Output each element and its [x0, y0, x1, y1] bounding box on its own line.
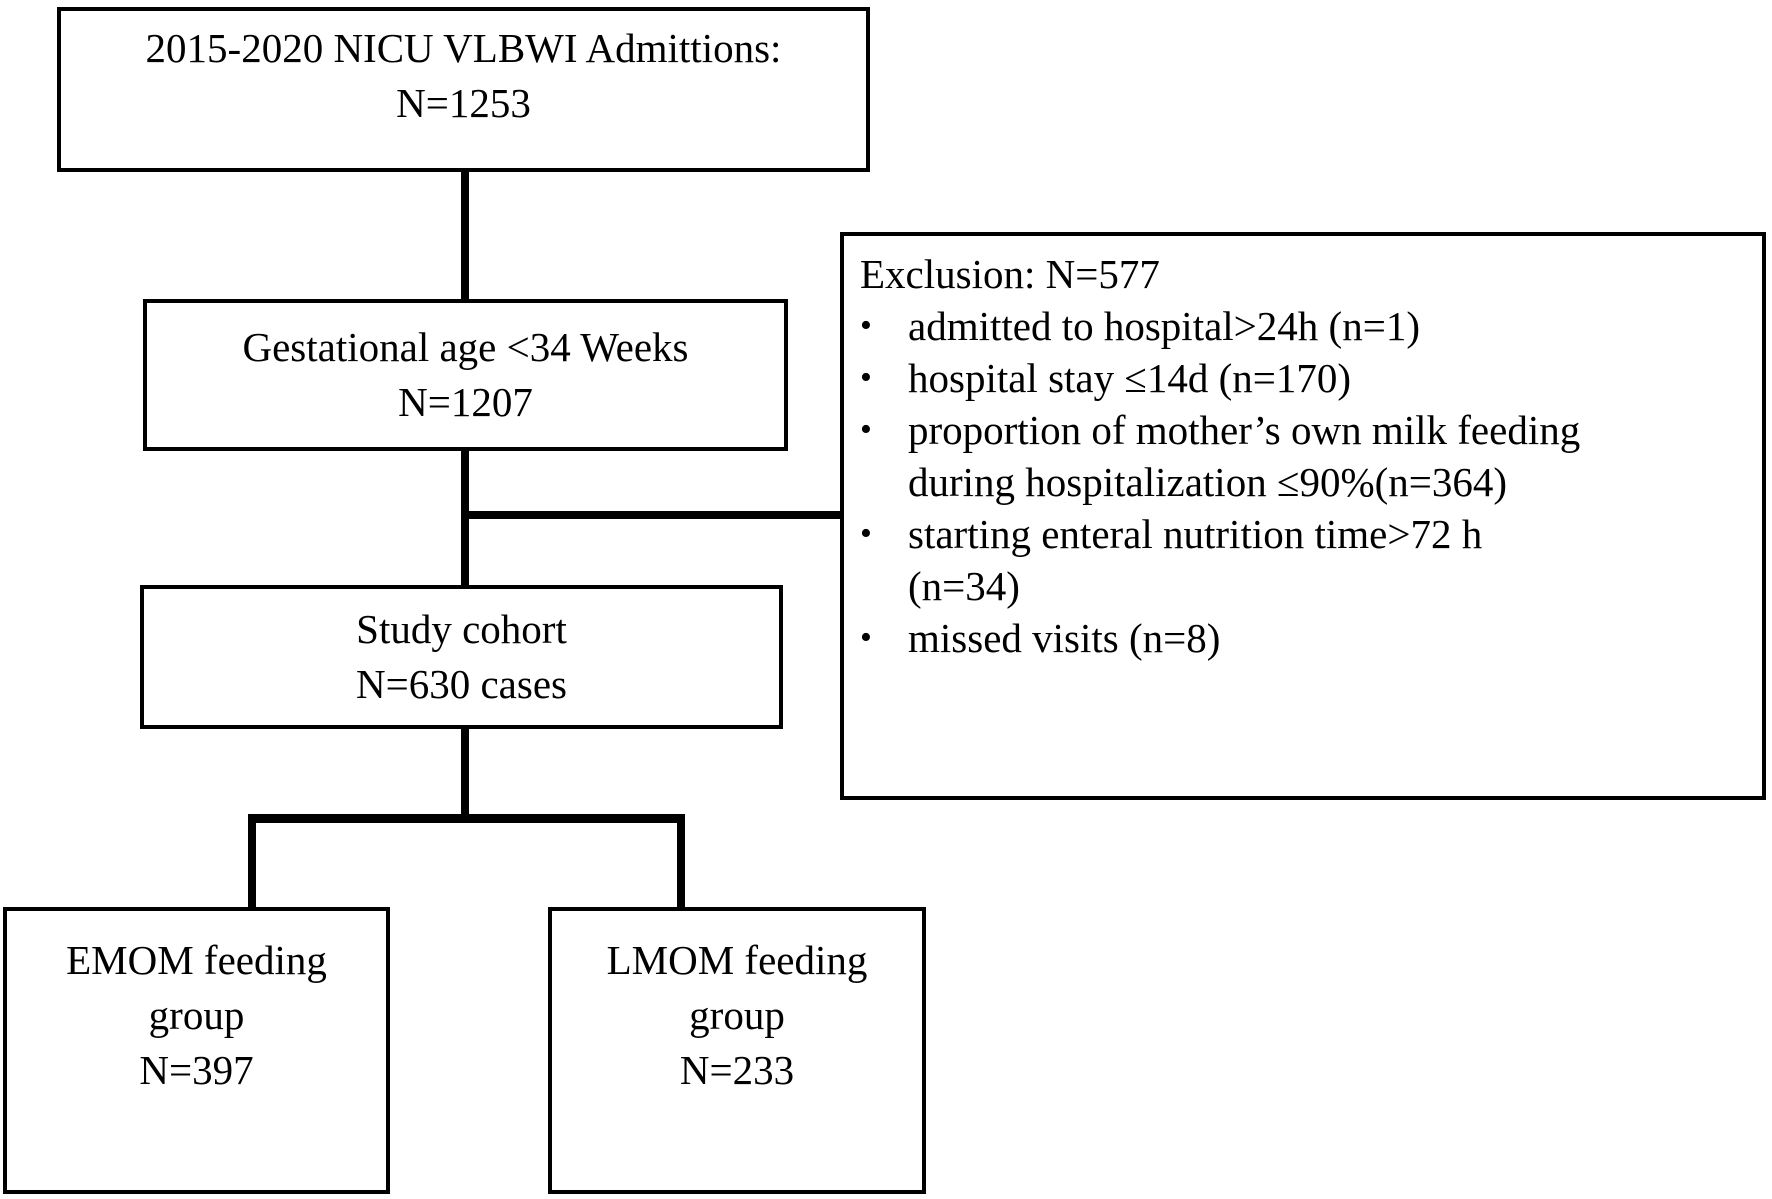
bullet-icon: • [860, 359, 872, 396]
exclusion-title: Exclusion: N=577 [860, 251, 1160, 297]
exclusion-item-milk-proportion [860, 404, 1580, 508]
admissions-box [57, 7, 870, 172]
cohort-count: N=630 cases [356, 661, 567, 707]
gestational-title: Gestational age <34 Weeks [242, 324, 689, 370]
admissions-count: N=1253 [396, 80, 531, 126]
exclusion-item-missed-visits [860, 612, 1220, 664]
connector-split-to-emom [248, 814, 256, 911]
lmom-title: LMOM feeding [606, 937, 868, 983]
exclusion-item-hospital-stay [860, 352, 1351, 404]
exclusion-item-text: missed visits (n=8) [908, 615, 1221, 661]
gestational-count: N=1207 [398, 379, 533, 425]
gestational-age-box [143, 299, 788, 451]
bullet-icon: • [860, 307, 872, 344]
exclusion-item-text: (n=34) [908, 563, 1020, 609]
exclusion-item-text: hospital stay ≤14d (n=170) [908, 355, 1352, 401]
emom-group-box [3, 907, 390, 1194]
exclusion-item-text: during hospitalization ≤90%(n=364) [908, 459, 1508, 505]
lmom-count: N=233 [679, 1047, 795, 1093]
bullet-icon: • [860, 619, 872, 656]
emom-title-2: group [148, 992, 245, 1038]
exclusion-item-text: admitted to hospital>24h (n=1) [908, 303, 1420, 349]
cohort-title: Study cohort [356, 606, 567, 652]
exclusion-item-admitted [860, 300, 1420, 352]
exclusion-box [840, 232, 1766, 800]
bullet-icon: • [860, 411, 872, 448]
exclusion-item-enteral-nutrition [860, 508, 1482, 612]
study-cohort-box [140, 585, 783, 729]
exclusion-item-text: starting enteral nutrition time>72 h [908, 511, 1483, 557]
connector-split-horizontal [248, 814, 685, 823]
connector-branch-to-exclusion [461, 511, 844, 519]
lmom-group-box [548, 907, 926, 1194]
connector-admissions-to-gestational [461, 170, 469, 304]
emom-count: N=397 [139, 1047, 254, 1093]
admissions-title: 2015-2020 NICU VLBWI Admittions: [145, 25, 782, 71]
emom-title: EMOM feeding [66, 937, 327, 983]
connector-cohort-to-split [461, 726, 469, 822]
connector-split-to-lmom [677, 814, 685, 911]
lmom-title-2: group [689, 992, 785, 1038]
exclusion-item-text: proportion of mother’s own milk feeding [908, 407, 1581, 453]
bullet-icon: • [860, 515, 872, 552]
